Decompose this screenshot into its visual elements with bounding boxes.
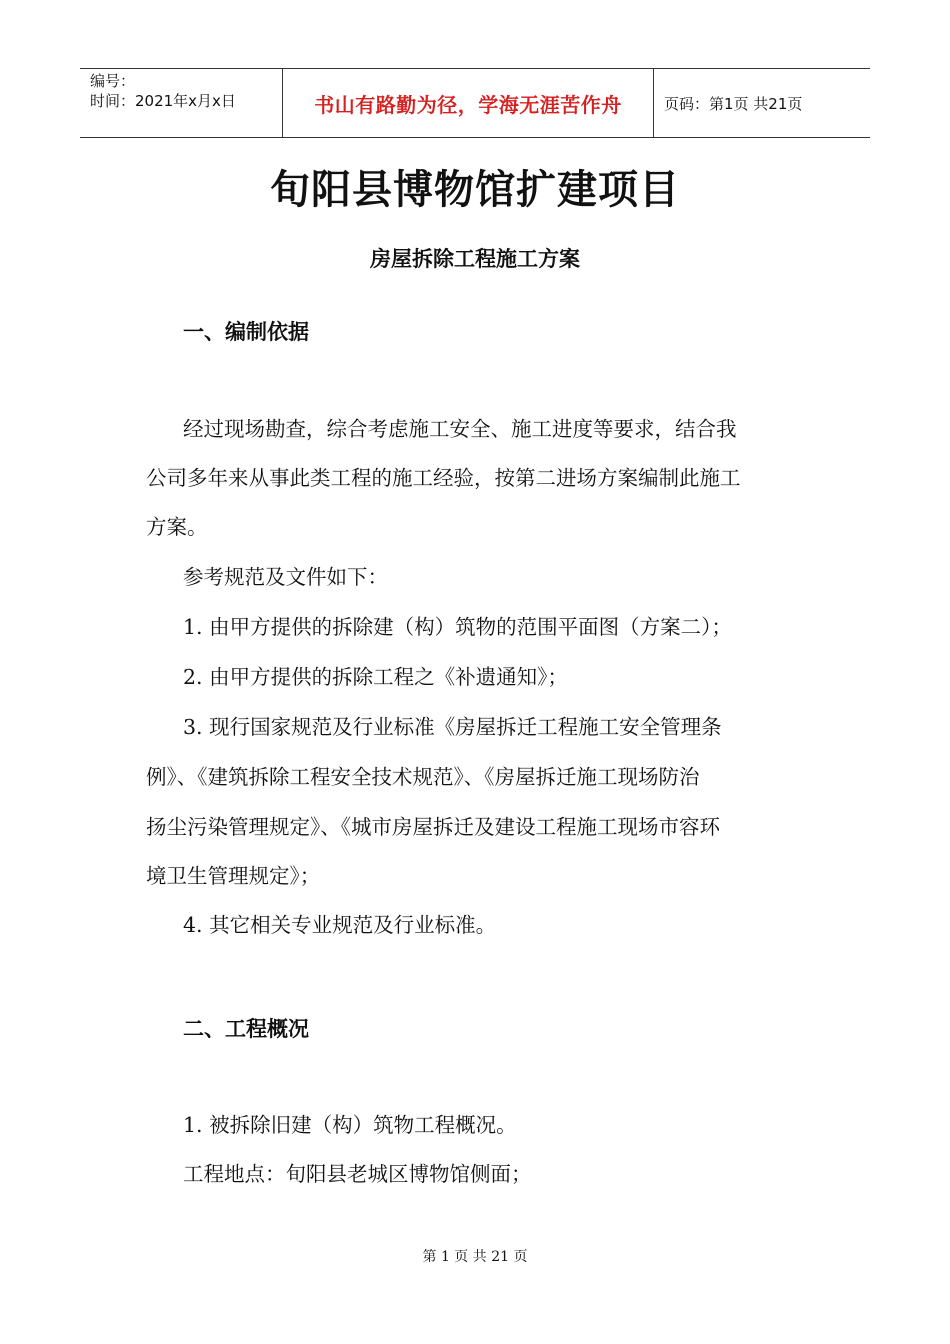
list-item: 3. 现行国家规范及行业标准《房屋拆迁工程施工安全管理条 (183, 715, 722, 739)
list-item: 2. 由甲方提供的拆除工程之《补遗通知》； (183, 665, 568, 689)
motto-text: 书山有路勤为径，学海无涯苦作舟 (314, 92, 622, 117)
section-heading-1: 一、编制依据 (183, 320, 309, 344)
paragraph-line: 公司多年来从事此类工程的施工经验，按第二进场方案编制此施工 (146, 466, 741, 490)
paragraph-line: 参考规范及文件如下： (183, 565, 388, 589)
page-info-text: 页码：第1页 共21页 (664, 94, 803, 113)
paragraph-line: 工程地点：旬阳县老城区博物馆侧面； (183, 1162, 532, 1186)
header-motto-cell (282, 69, 654, 137)
document-subtitle: 房屋拆除工程施工方案 (370, 247, 580, 271)
paragraph-line: 境卫生管理规定》； (146, 864, 321, 888)
number-label: 编号： (90, 72, 136, 90)
paragraph-line: 方案。 (146, 515, 208, 539)
header-page-info (654, 69, 870, 137)
page-footer: 第 1 页 共 21 页 (422, 1249, 528, 1265)
header-meta (80, 69, 282, 137)
paragraph-line: 经过现场勘查，综合考虑施工安全、施工进度等要求，结合我 (183, 417, 737, 441)
list-item: 1. 由甲方提供的拆除建（构）筑物的范围平面图（方案二）； (183, 615, 732, 639)
section-heading-2: 二、工程概况 (183, 1017, 309, 1041)
document-title: 旬阳县博物馆扩建项目 (270, 166, 680, 213)
list-item: 4. 其它相关专业规范及行业标准。 (183, 913, 497, 937)
paragraph-line: 扬尘污染管理规定》、《城市房屋拆迁及建设工程施工现场市容环 (146, 815, 720, 839)
paragraph-line: 例》、《建筑拆除工程安全技术规范》、《房屋拆迁施工现场防治 (146, 765, 700, 789)
page-header (80, 68, 870, 138)
list-item: 1. 被拆除旧建（构）筑物工程概况。 (183, 1113, 517, 1137)
time-label: 时间：2021年x月x日 (90, 92, 236, 110)
